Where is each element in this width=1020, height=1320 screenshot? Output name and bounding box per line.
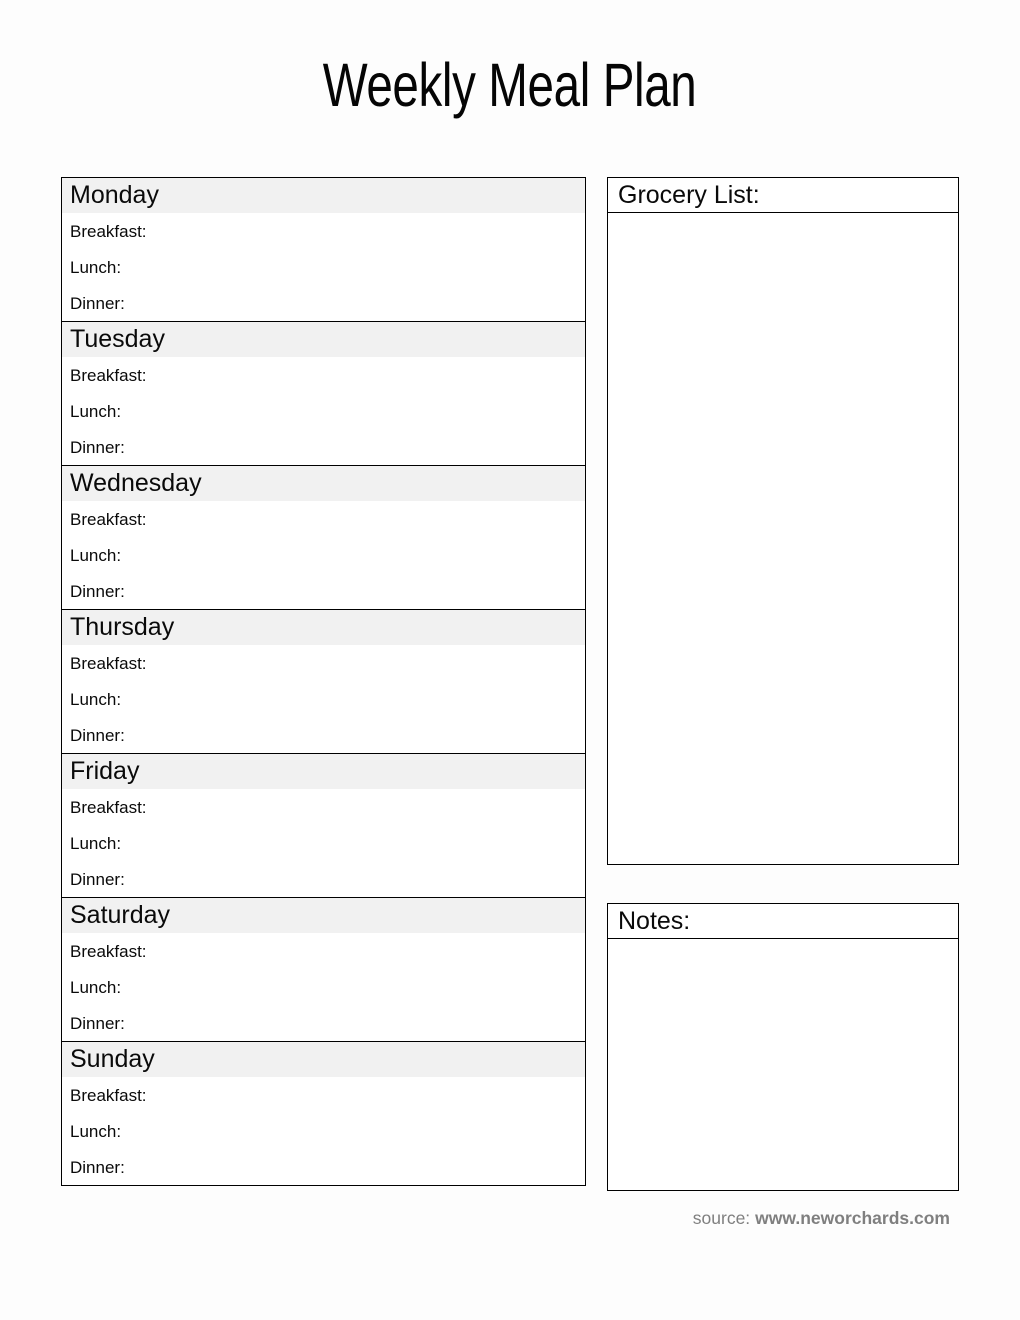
meal-label-lunch: Lunch: xyxy=(70,402,122,421)
day-section-friday xyxy=(62,753,585,897)
meal-label-dinner: Dinner: xyxy=(70,870,125,889)
grocery-list-content-area xyxy=(608,213,958,863)
day-header-sunday: Sunday xyxy=(62,1042,585,1077)
day-section-saturday xyxy=(62,897,585,1041)
day-section-sunday xyxy=(62,1041,585,1185)
notes-content-area xyxy=(608,939,958,1189)
notes-box xyxy=(607,903,959,1191)
meal-label-lunch: Lunch: xyxy=(70,690,122,709)
page-title: Weekly Meal Plan xyxy=(323,51,697,119)
meal-label-breakfast: Breakfast: xyxy=(70,222,147,241)
day-section-wednesday xyxy=(62,465,585,609)
meal-label-dinner: Dinner: xyxy=(70,726,125,745)
title-area xyxy=(0,50,1020,120)
meal-label-breakfast: Breakfast: xyxy=(70,510,147,529)
day-section-monday xyxy=(62,178,585,321)
grocery-list-title: Grocery List: xyxy=(608,178,958,213)
day-header-thursday: Thursday xyxy=(62,610,585,645)
meal-label-lunch: Lunch: xyxy=(70,1122,122,1141)
meal-label-breakfast: Breakfast: xyxy=(70,942,147,961)
meal-label-breakfast: Breakfast: xyxy=(70,798,147,817)
meal-label-lunch: Lunch: xyxy=(70,978,122,997)
day-header-saturday: Saturday xyxy=(62,898,585,933)
meal-plan-table xyxy=(61,177,586,1186)
meal-label-dinner: Dinner: xyxy=(70,1158,125,1177)
day-header-friday: Friday xyxy=(62,754,585,789)
source-label: source: xyxy=(692,1208,751,1228)
meal-label-dinner: Dinner: xyxy=(70,582,125,601)
day-header-wednesday: Wednesday xyxy=(62,466,585,501)
day-section-tuesday xyxy=(62,321,585,465)
meal-label-breakfast: Breakfast: xyxy=(70,1086,147,1105)
meal-label-breakfast: Breakfast: xyxy=(70,654,147,673)
source-attribution xyxy=(693,1208,950,1229)
notes-title: Notes: xyxy=(608,904,958,939)
meal-label-lunch: Lunch: xyxy=(70,258,122,277)
meal-label-dinner: Dinner: xyxy=(70,438,125,457)
day-section-thursday xyxy=(62,609,585,753)
meal-label-dinner: Dinner: xyxy=(70,294,125,313)
day-header-monday: Monday xyxy=(62,178,585,213)
meal-label-lunch: Lunch: xyxy=(70,546,122,565)
day-header-tuesday: Tuesday xyxy=(62,322,585,357)
meal-label-breakfast: Breakfast: xyxy=(70,366,147,385)
grocery-list-box xyxy=(607,177,959,865)
meal-label-lunch: Lunch: xyxy=(70,834,122,853)
meal-label-dinner: Dinner: xyxy=(70,1014,125,1033)
source-site: www.neworchards.com xyxy=(755,1208,950,1228)
